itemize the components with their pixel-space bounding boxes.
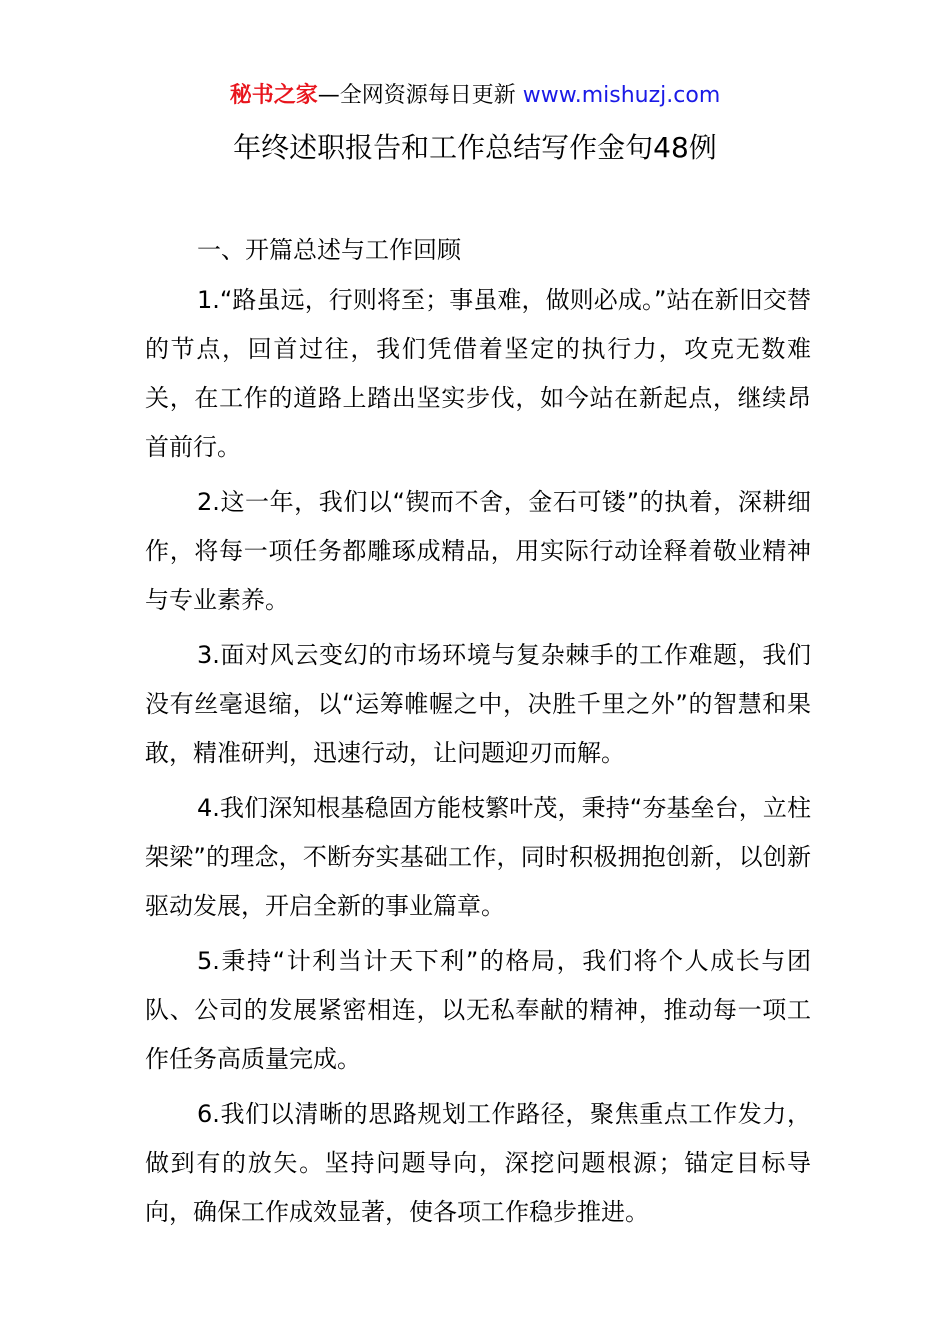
brand-name: 秘书之家 [229, 83, 318, 108]
paragraph-1: 1.“路虽远，行则将至；事虽难，做则必成。”站在新旧交替的节点，回首过往，我们凭借着坚定的执行力，攻克无数难关，在工作的道路上踏出坚实步伐，如今站在新起点，继续昂首前行。 [145, 286, 811, 461]
section-heading: 一、开篇总述与工作回顾 [197, 236, 461, 264]
paragraph-2: 2.这一年，我们以“锲而不舍，金石可镂”的执着，深耕细作，将每一项任务都雕琢成精品，用实际行动诠释着敬业精神与专业素养。 [145, 488, 811, 614]
paragraph-6: 6.我们以清晰的思路规划工作路径，聚焦重点工作发力，做到有的放矢。坚持问题导向，深挖问题根源；锚定目标导向，确保工作成效显著，使各项工作稳步推进。 [145, 1100, 811, 1226]
site-header [0, 80, 950, 112]
site-url-link[interactable]: www.mishuzj.com [522, 83, 721, 108]
header-tagline: —全网资源每日更新 [317, 83, 516, 108]
paragraph-4: 4.我们深知根基稳固方能枝繁叶茂，秉持“夯基垒台，立柱架梁”的理念，不断夯实基础工作，同时积极拥抱创新，以创新驱动发展，开启全新的事业篇章。 [145, 794, 811, 920]
document-title: 年终述职报告和工作总结写作金句48例 [233, 131, 717, 164]
paragraph-3: 3.面对风云变幻的市场环境与复杂棘手的工作难题，我们没有丝毫退缩，以“运筹帷幄之中，决胜千里之外”的智慧和果敢，精准研判，迅速行动，让问题迎刃而解。 [145, 641, 811, 767]
paragraph-5: 5.秉持“计利当计天下利”的格局，我们将个人成长与团队、公司的发展紧密相连，以无私奉献的精神，推动每一项工作任务高质量完成。 [145, 947, 811, 1073]
document-body [145, 226, 811, 1243]
